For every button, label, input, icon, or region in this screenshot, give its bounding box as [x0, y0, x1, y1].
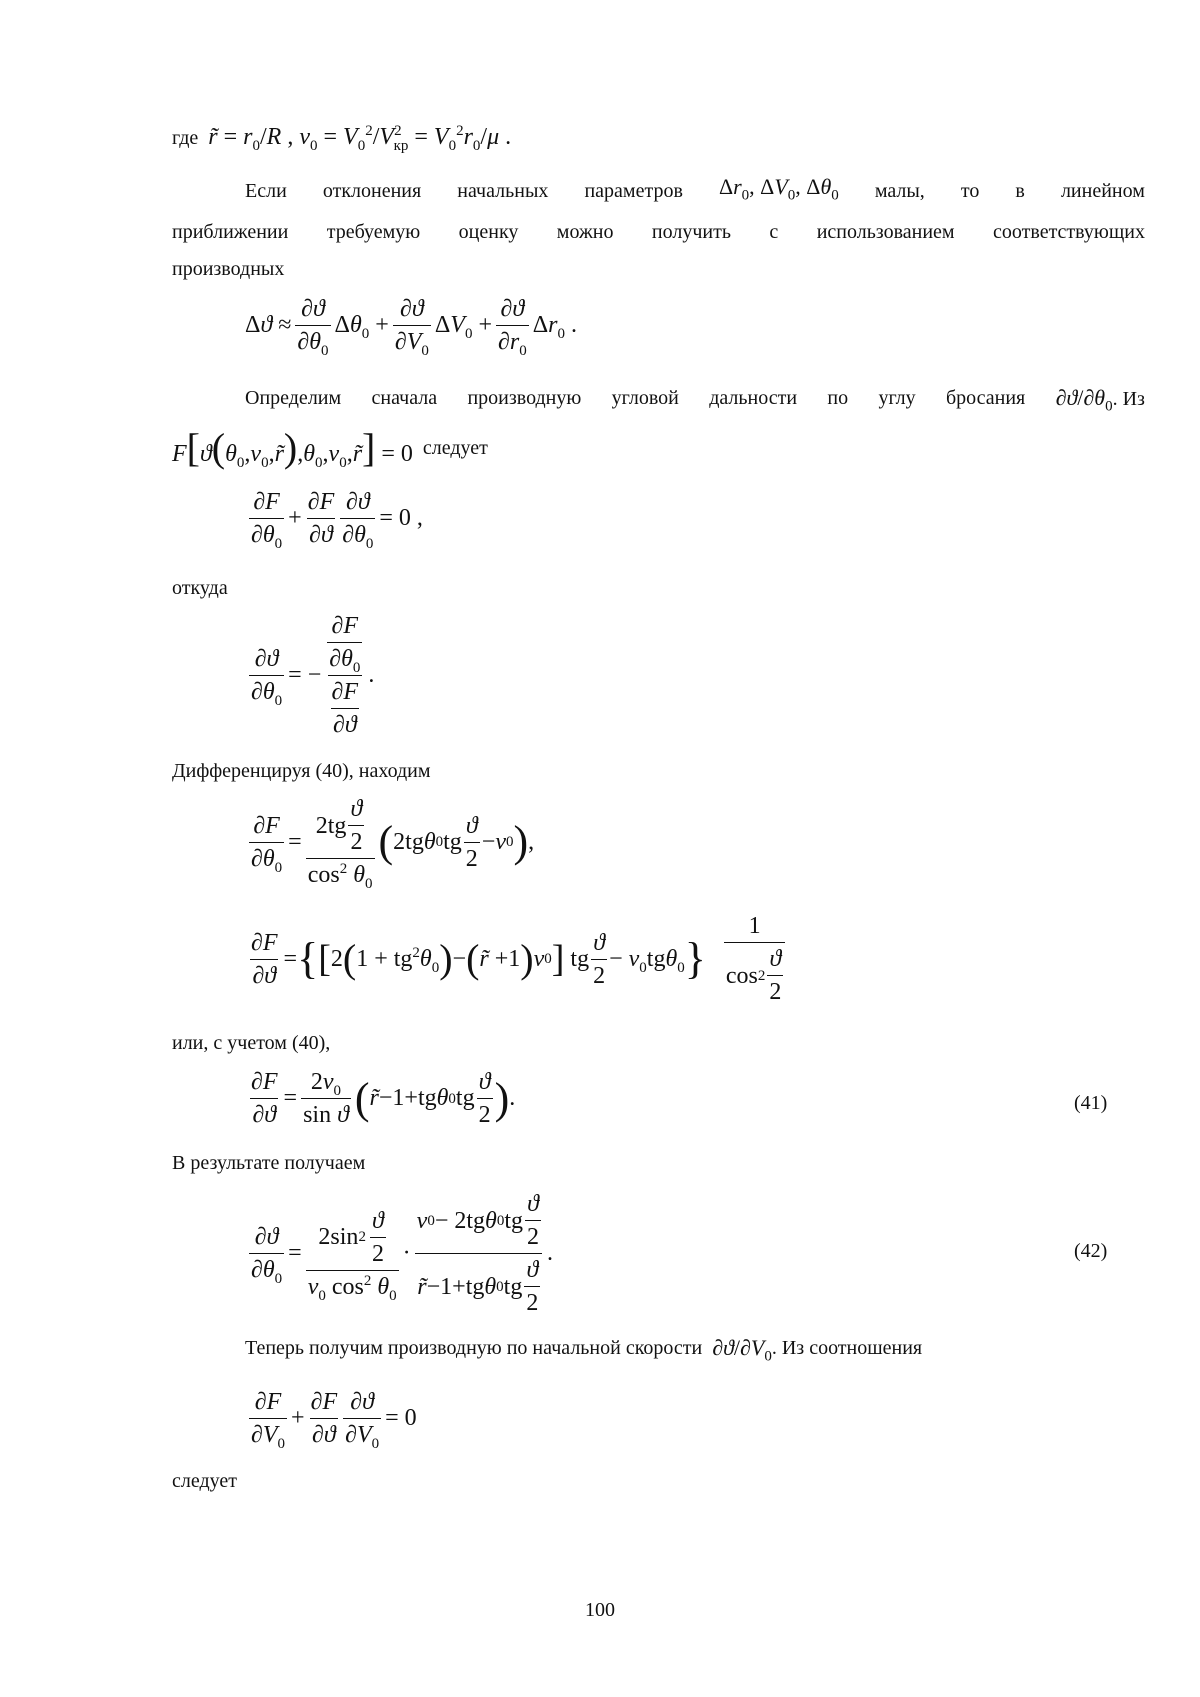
- word: начальных: [457, 180, 549, 202]
- equation-number-41: (41): [1074, 1092, 1108, 1114]
- word: углу: [878, 387, 916, 409]
- word: Определим: [245, 387, 342, 409]
- definition-line: [172, 123, 512, 154]
- word: производную: [467, 387, 582, 409]
- text-gde: где: [172, 126, 199, 149]
- equation-41: $\frac{\partial F}{\partial ϑ}$ = $\frac{2\nu_0}{\text{sin ϑ}}$ ( r̃ −1+tg θ 0 tg $\frac{ϑ}{2}$ ) .: [251, 1069, 516, 1128]
- paragraph-1-line-2: [172, 219, 1145, 245]
- word: по: [827, 387, 849, 409]
- formula-dtheta-dV0: $\partial ϑ/\partial V_0$: [712, 1335, 772, 1365]
- paragraph-3-line-1: [245, 1335, 923, 1365]
- word: параметров: [584, 180, 683, 202]
- equation-F-line: [172, 425, 488, 471]
- text-sleduet-end: следует: [172, 1470, 237, 1492]
- equation-dF-dtheta: $\frac{\partial F}{\partial ϑ}$ = { [ 2 ( $1 + tg^2\theta_0$ ) − ( r̃ +1 ) ν 0 ] tg $\frac{ϑ}{2}$ − $\nu_0tg\theta_0$ } 1 cos 2 $\frac{ϑ}{2}$: [245, 912, 789, 1006]
- word: малы,: [874, 180, 925, 202]
- text-considering: или, с учетом (40),: [172, 1032, 331, 1054]
- equation-total-derivative-V0: $\frac{\partial F}{\partial V_0}$ + $\frac{\partial F}{\partial ϑ}$ $\frac{\partial ϑ}{\partial V_0}$ = 0: [251, 1389, 417, 1452]
- paragraph-1-line-3: производных: [172, 258, 285, 280]
- text-otkuda: откуда: [172, 577, 228, 599]
- word: можно: [556, 221, 614, 243]
- word: то: [960, 180, 980, 202]
- word: отклонения: [322, 180, 422, 202]
- word: линейном: [1060, 180, 1145, 202]
- word: с: [769, 221, 779, 243]
- word: требуемую: [326, 221, 421, 243]
- word: оценку: [458, 221, 519, 243]
- equation-total-derivative: $\frac{\partial F}{\partial\theta_0}$ + $\frac{\partial F}{\partial ϑ}$ $\frac{\partial ϑ}{\partial\theta_0}$ = 0 ,: [251, 489, 423, 552]
- paragraph-2-line-1: [245, 385, 1145, 415]
- text-sleduet: следует: [422, 437, 488, 459]
- equation-42: $\frac{\partial ϑ}{\partial\theta_0}$ = 2sin 2 $\frac{ϑ}{2}$ $\nu_0$ $\cos^2 \theta_0$ · ν 0 − 2tg θ 0 tg $\frac{ϑ}{2}$ r̃ −1+tg θ 0 tg $\frac{ϑ}{2}$ .: [251, 1191, 553, 1316]
- word: Если: [245, 180, 287, 202]
- word: в: [1015, 180, 1025, 202]
- text-iz: . Из: [1112, 388, 1145, 410]
- word: приближении: [172, 221, 289, 243]
- formula-deltas: $\Delta r_0$, $\Delta V_0$, $\Delta\theta_0$: [718, 174, 839, 204]
- word: угловой: [611, 387, 679, 409]
- word: сначала: [371, 387, 438, 409]
- page-number: 100: [585, 1599, 615, 1621]
- text-differentiating: Дифференцируя (40), находим: [172, 760, 431, 782]
- formula-F-definition: $F[ϑ(\theta_0,\nu_0,r̃),\theta_0,\nu_0,r̃] = 0$: [172, 425, 413, 471]
- text-now: Теперь получим производную по начальной скорости: [245, 1337, 703, 1359]
- word: соответствующих: [993, 221, 1145, 243]
- equation-dF-dtheta0: $\frac{\partial F}{\partial\theta_0}$ = 2tg $\frac{ϑ}{2}$ $\cos^2 \theta_0$ ( 2tg θ 0 tg $\frac{ϑ}{2}$ − ν 0 ) ,: [251, 796, 535, 892]
- paragraph-1-line-1: [245, 174, 1145, 204]
- equation-number-42: (42): [1074, 1240, 1108, 1262]
- text-result: В результате получаем: [172, 1152, 366, 1174]
- equation-linear-approx: Δϑ ≈ $\frac{\partial ϑ}{\partial\theta_0}$ $\Delta\theta_0$ + $\frac{\partial ϑ}{\partial V_0}$ $\Delta V_0$ + $\frac{\partial ϑ}{\partial r_0}$ $\Delta r_0$ .: [245, 296, 577, 359]
- formula-dtheta-dtheta0: $\partial ϑ/\partial\theta_0$: [1055, 385, 1113, 415]
- word: бросания: [945, 387, 1026, 409]
- text-from-relation: . Из соотношения: [771, 1337, 923, 1359]
- word: использованием: [816, 221, 955, 243]
- word: получить: [651, 221, 731, 243]
- word: дальности: [709, 387, 798, 409]
- formula-definitions: r̃ = $r_0/R$ , $\nu_0 = V_0^2/V^2_{кр} = V_0^2r_0/\mu$ .: [208, 123, 512, 154]
- equation-implicit-derivative: $\frac{\partial ϑ}{\partial\theta_0}$ = − $\frac{\frac{\partial F}{\partial\theta_0}}{\frac{\partial F}{\partial ϑ}}$ .: [251, 613, 375, 738]
